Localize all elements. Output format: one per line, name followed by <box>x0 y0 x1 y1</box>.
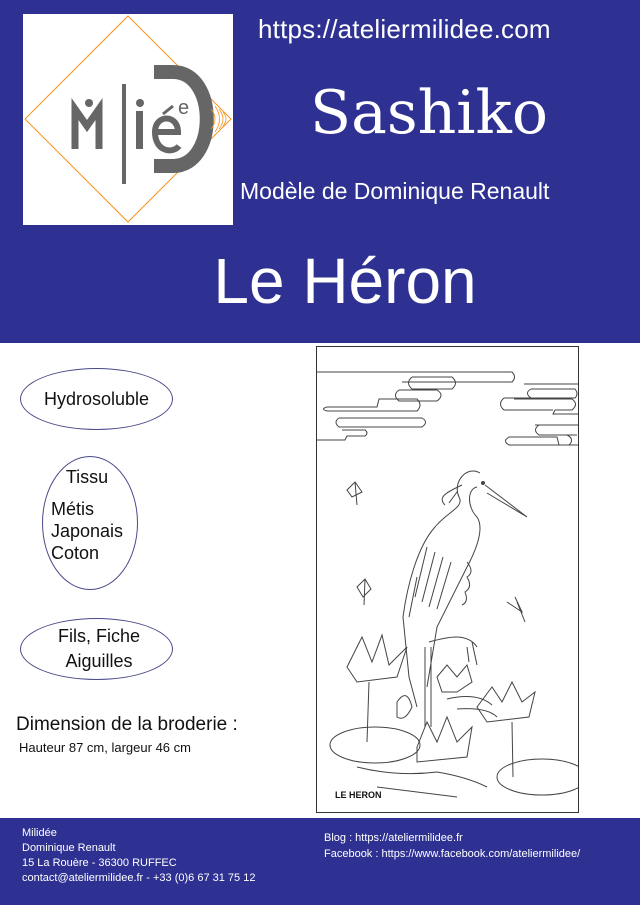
footer-contact <box>22 826 255 886</box>
dimension-label: Dimension de la broderie : <box>16 714 238 735</box>
pattern-caption: LE HERON <box>335 790 382 800</box>
dimension-value: Hauteur 87 cm, largeur 46 cm <box>19 740 191 755</box>
supplies-line-2: Aiguilles <box>65 651 133 671</box>
fabric-item: Coton <box>51 543 100 563</box>
supplies-badge <box>20 618 173 680</box>
footer-name: Dominique Renault <box>22 842 116 854</box>
heron-illustration-icon <box>317 347 579 813</box>
fabric-item: Japonais <box>51 521 124 541</box>
designer-credit: Modèle de Dominique Renault <box>240 178 550 204</box>
fabric-list <box>51 498 123 564</box>
hydrosoluble-label: Hydrosoluble <box>43 388 150 409</box>
fabric-item: Métis <box>51 499 95 519</box>
footer-links <box>324 830 580 862</box>
pattern-image <box>316 346 579 813</box>
footer <box>0 818 640 905</box>
svg-text:e: e <box>178 97 190 119</box>
pattern-title: Le Héron <box>213 245 477 317</box>
facebook-link[interactable]: Facebook : https://www.facebook.com/ateliermilidee/ <box>324 848 581 860</box>
footer-email-phone[interactable]: contact@ateliermilidee.fr - +33 (0)6 67 31 75 12 <box>22 872 256 884</box>
blog-link[interactable]: Blog : https://ateliermilidee.fr <box>324 832 463 844</box>
website-url[interactable]: https://ateliermilidee.com <box>258 14 551 44</box>
footer-company: Milidée <box>22 827 57 839</box>
hydrosoluble-badge <box>20 368 173 430</box>
footer-address: 15 La Rouère - 36300 RUFFEC <box>22 857 177 869</box>
header-band <box>0 0 640 343</box>
logo-diamond-icon <box>23 14 233 225</box>
fabric-heading: Tissu <box>65 467 109 487</box>
fabric-badge <box>42 456 138 590</box>
milidee-logo <box>23 14 233 225</box>
supplies-line-1: Fils, Fiche <box>57 626 140 646</box>
technique-title: Sashiko <box>310 78 548 148</box>
